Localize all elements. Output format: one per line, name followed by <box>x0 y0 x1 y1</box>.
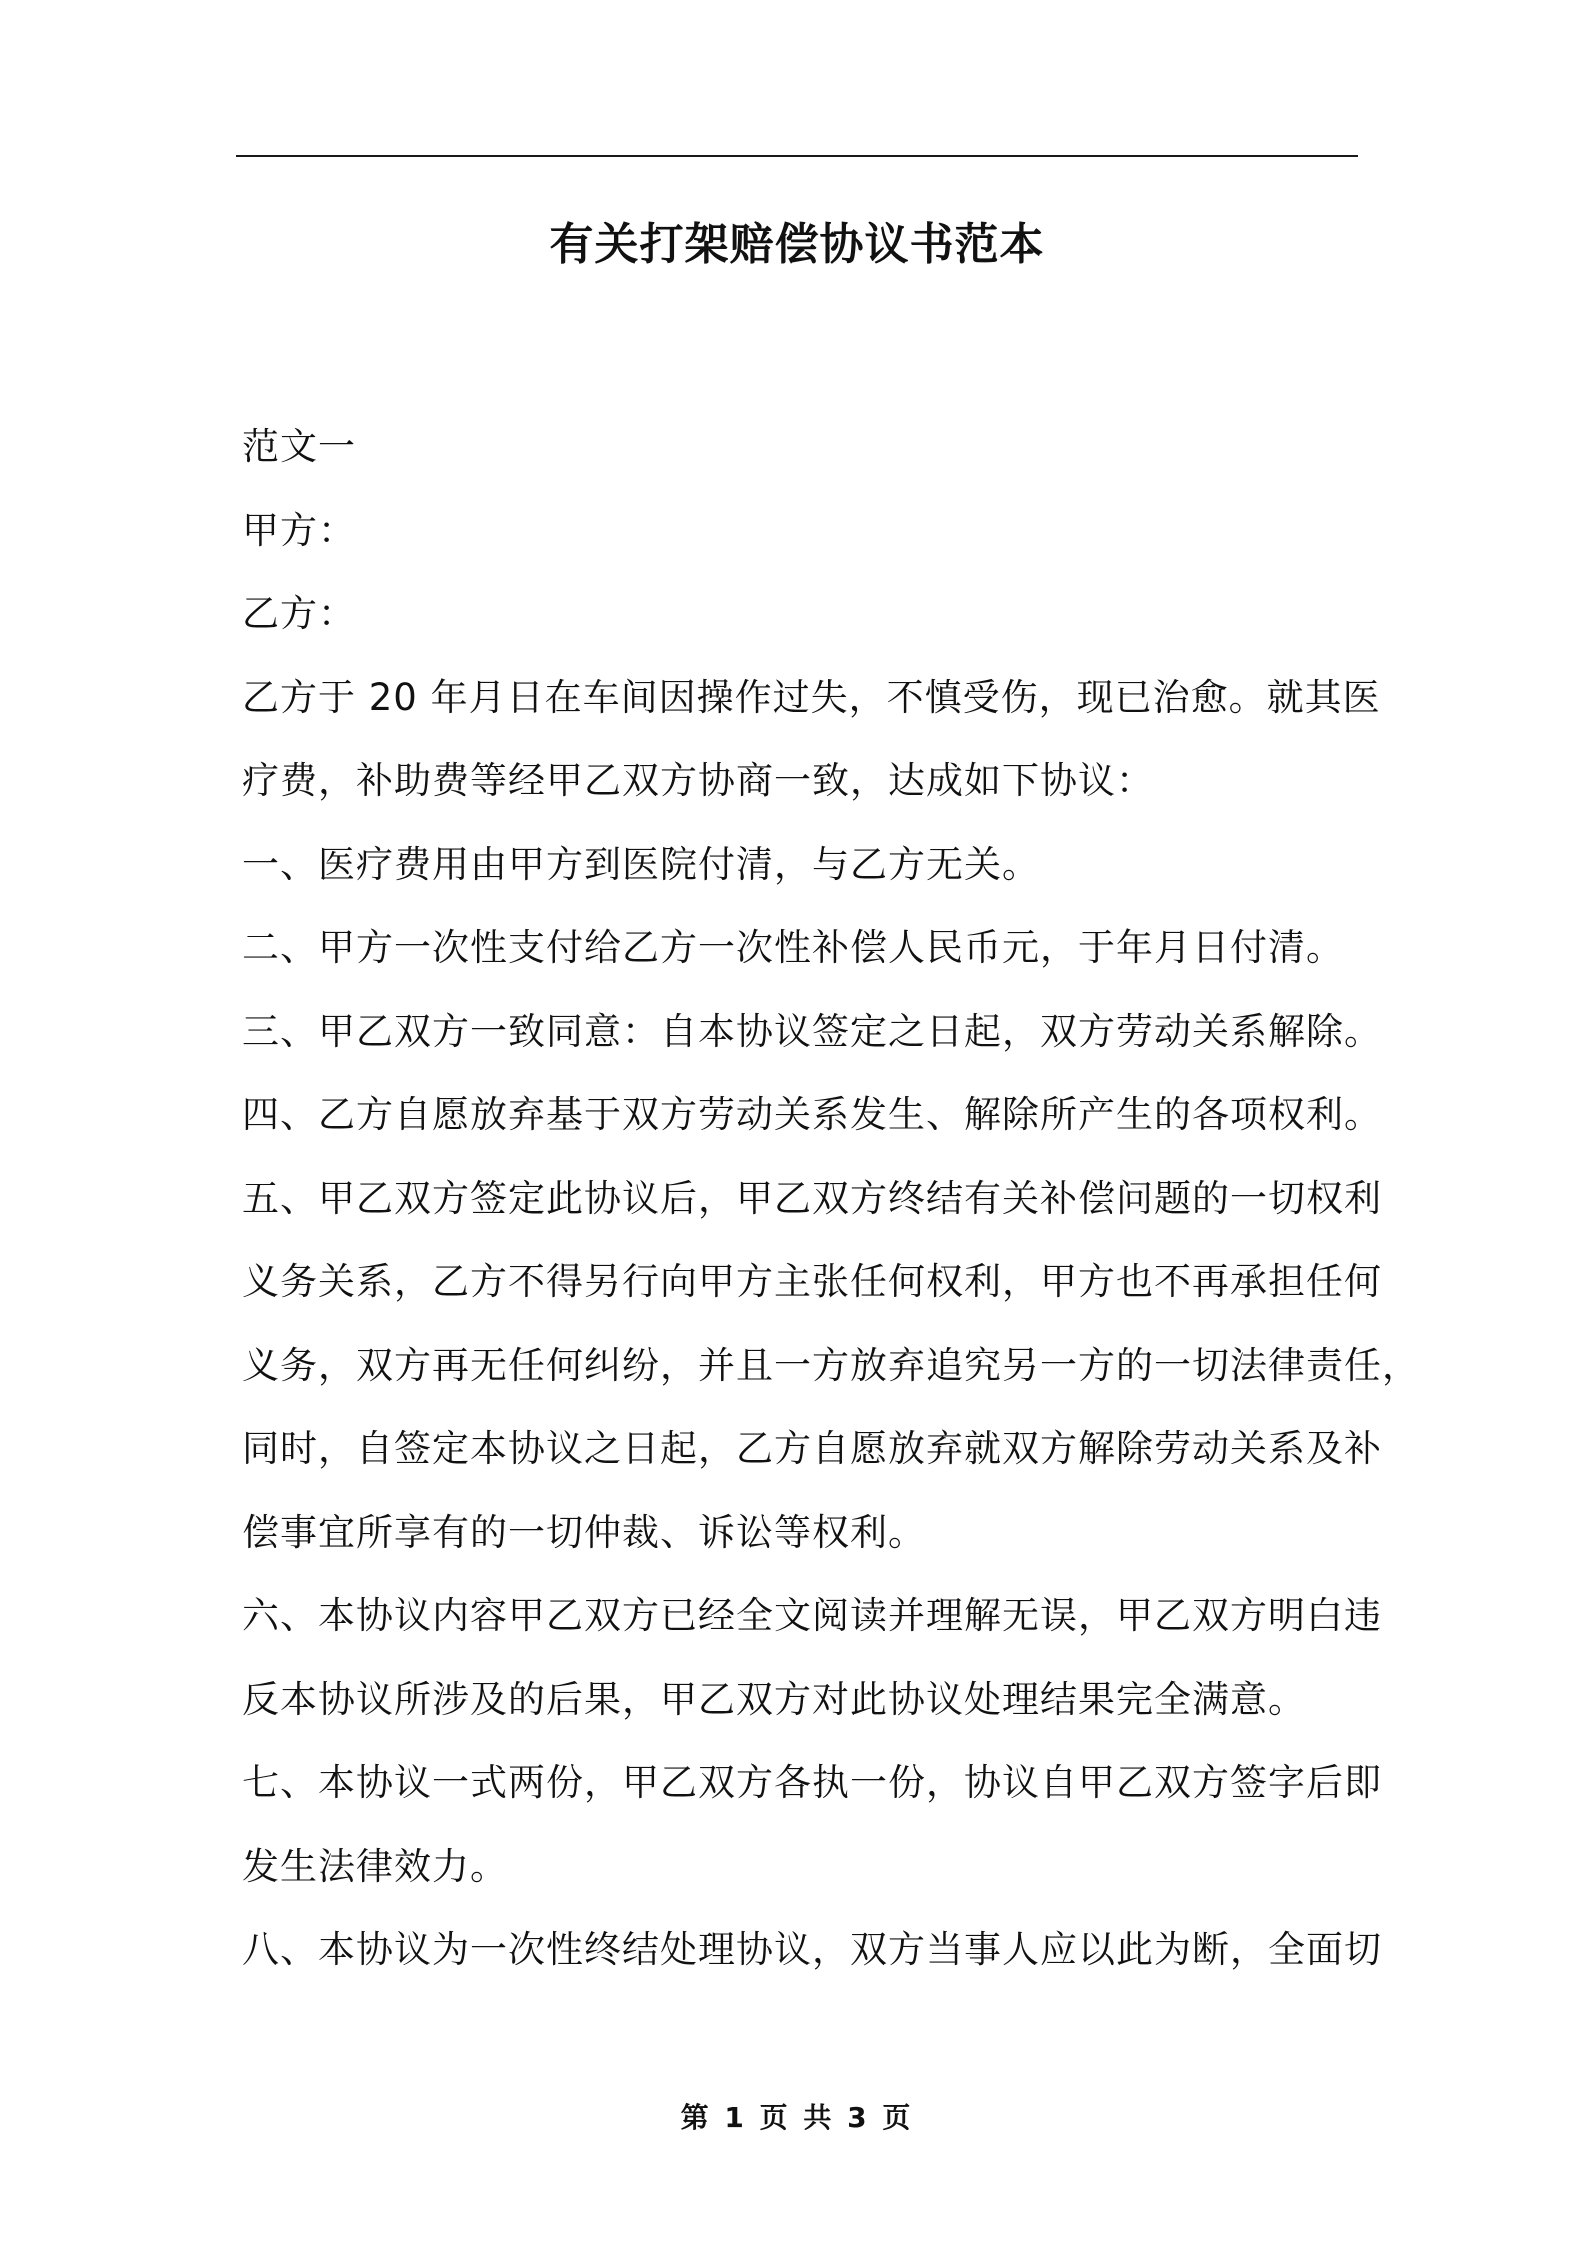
document-line: 发生法律效力。 <box>242 1844 508 1888</box>
document-title: 有关打架赔偿协议书范本 <box>549 219 1045 270</box>
header-rule <box>236 155 1358 157</box>
document-line: 义务关系，乙方不得另行向甲方主张任何权利，甲方也不再承担任何 <box>242 1260 1382 1303</box>
document-line: 三、甲乙双方一致同意：自本协议签定之日起，双方劳动关系解除。 <box>242 1009 1382 1053</box>
document-line: 乙方于 20 年月日在车间因操作过失，不慎受伤，现已治愈。就其医 <box>242 675 1381 719</box>
document-line: 二、甲方一次性支付给乙方一次性补偿人民币元，于年月日付清。 <box>242 926 1344 969</box>
document-line: 四、乙方自愿放弃基于双方劳动关系发生、解除所产生的各项权利。 <box>242 1093 1382 1136</box>
document-line: 八、本协议为一次性终结处理协议，双方当事人应以此为断，全面切 <box>242 1928 1382 1971</box>
document-line: 范文一 <box>242 425 356 468</box>
document-line: 反本协议所涉及的后果，甲乙双方对此协议处理结果完全满意。 <box>242 1677 1306 1721</box>
document-body <box>242 405 1420 1992</box>
document-line: 七、本协议一式两份，甲乙双方各执一份，协议自甲乙双方签字后即 <box>242 1761 1382 1804</box>
document-line: 义务，双方再无任何纠纷，并且一方放弃追究另一方的一切法律责任， <box>242 1343 1420 1387</box>
page-footer: 第 1 页 共 3 页 <box>680 2101 914 2134</box>
document-line: 偿事宜所享有的一切仲裁、诉讼等权利。 <box>242 1510 926 1554</box>
document-line: 一、医疗费用由甲方到医院付清，与乙方无关。 <box>242 842 1040 886</box>
document-line: 乙方： <box>242 592 356 635</box>
document-line: 同时，自签定本协议之日起，乙方自愿放弃就双方解除劳动关系及补 <box>242 1427 1382 1470</box>
document-line: 六、本协议内容甲乙双方已经全文阅读并理解无误，甲乙双方明白违 <box>242 1594 1382 1637</box>
document-line: 疗费，补助费等经甲乙双方协商一致，达成如下协议： <box>242 759 1154 802</box>
document-line: 五、甲乙双方签定此协议后，甲乙双方终结有关补偿问题的一切权利 <box>242 1176 1382 1220</box>
document-line: 甲方： <box>242 508 356 552</box>
